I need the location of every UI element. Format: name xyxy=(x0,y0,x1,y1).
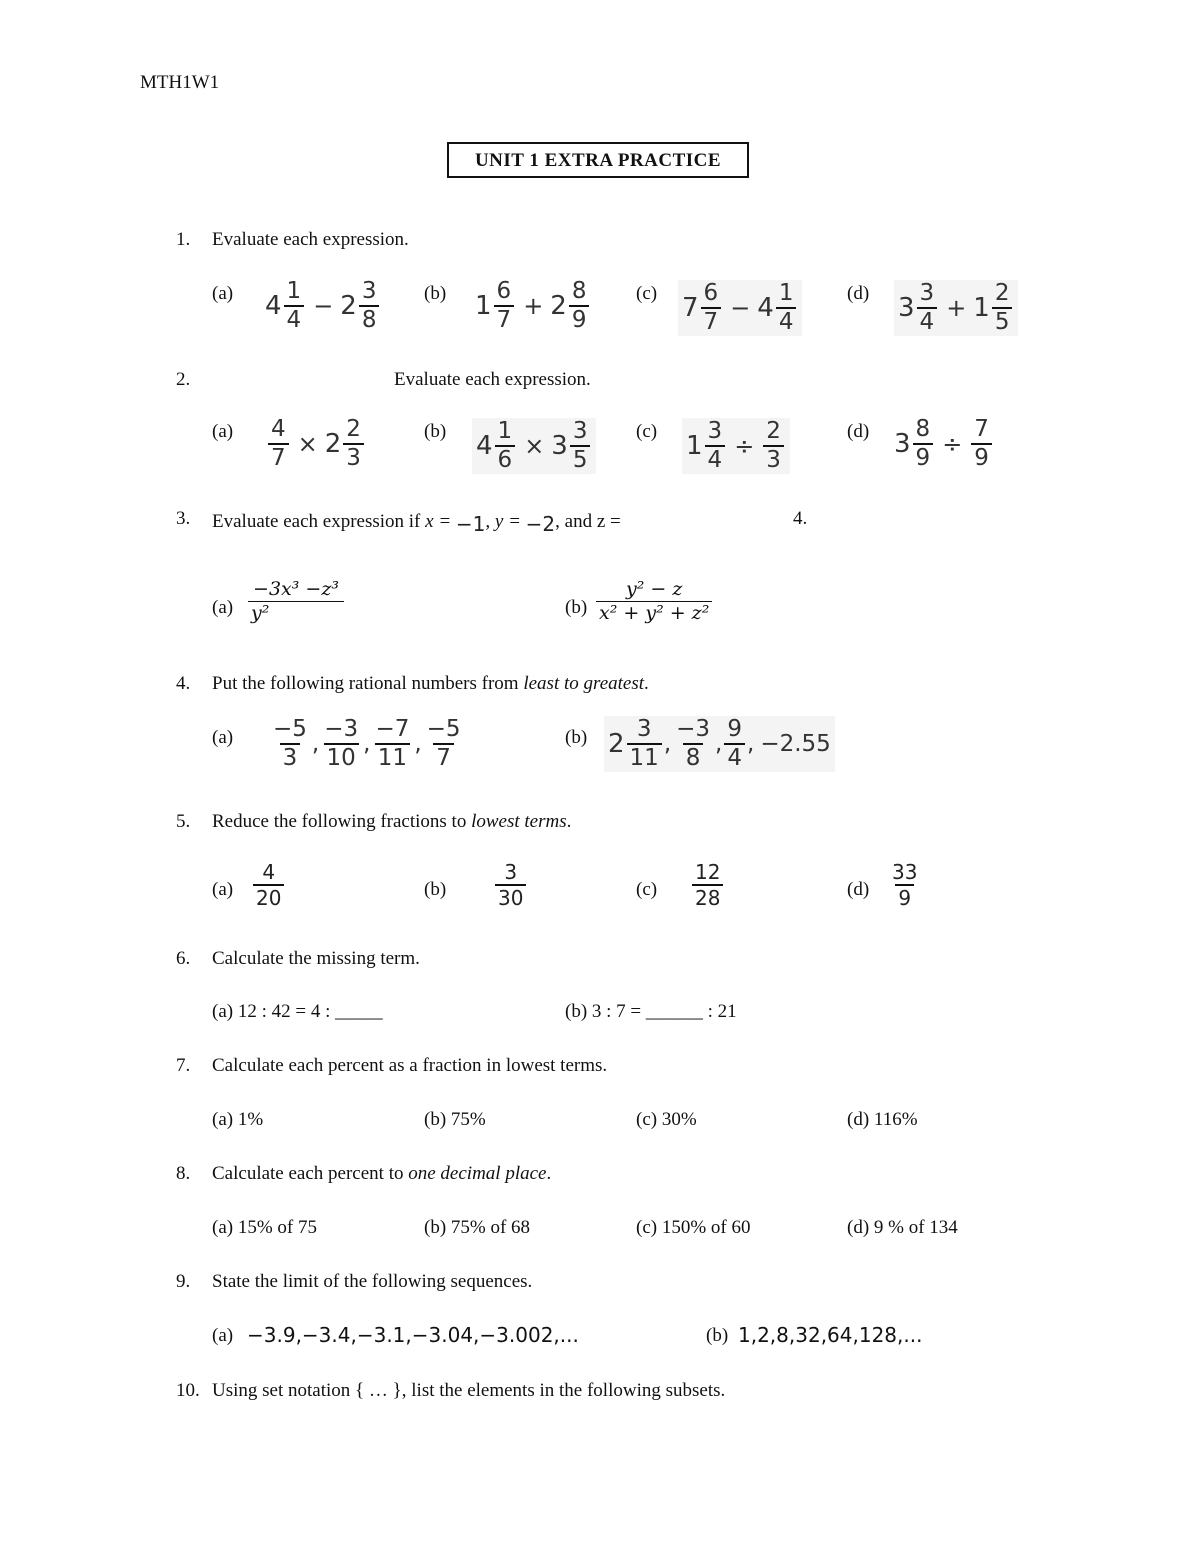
question-5-text: Reduce the following fractions to lowest terms. xyxy=(212,811,572,832)
question-10-number: 10. xyxy=(176,1380,200,1401)
q4-list-b: 2 $\frac{3}{11}$ , $\frac{-3}{8}$ , $\frac{9}{4}$ , −2.55 xyxy=(604,716,835,772)
q2-label-a: (a) xyxy=(212,421,234,442)
q6-part-b: (b) 3 : 7 = ______ : 21 xyxy=(565,1001,737,1022)
question-3-text: Evaluate each expression if x = −1, y = −2, and z = xyxy=(212,511,621,536)
q8-part-d: (d) 9 % of 134 xyxy=(847,1217,958,1238)
question-7-text: Calculate each percent as a fraction in lowest terms. xyxy=(212,1055,608,1076)
q1-label-b: (b) xyxy=(424,283,447,304)
q1-label-a: (a) xyxy=(212,283,234,304)
q5-fraction-b: $\frac{3}{30}$ xyxy=(493,862,528,908)
q5-label-d: (d) xyxy=(847,879,870,900)
q8-part-a: (a) 15% of 75 xyxy=(212,1217,317,1238)
q2-label-b: (b) xyxy=(424,421,447,442)
question-1-text: Evaluate each expression. xyxy=(212,229,409,250)
q9-sequence-b: 1,2,8,32,64,128,... xyxy=(738,1323,923,1347)
question-9-text: State the limit of the following sequences. xyxy=(212,1271,533,1292)
question-3-number: 3. xyxy=(176,508,191,529)
q1-expression-c: 7 $\frac{6}{7}$ − 4 $\frac{1}{4}$ xyxy=(678,280,802,336)
question-7-number: 7. xyxy=(176,1055,191,1076)
q4-label-a: (a) xyxy=(212,727,234,748)
q7-part-d: (d) 116% xyxy=(847,1109,918,1130)
q1-label-c: (c) xyxy=(636,283,658,304)
q3-label-b: (b) xyxy=(565,597,588,618)
q2-expression-a: $\frac{4}{7}$ × 2 $\frac{2}{3}$ xyxy=(266,418,366,470)
q1-expression-d: 3 $\frac{3}{4}$ + 1 $\frac{2}{5}$ xyxy=(894,280,1018,336)
q9-sequence-a: −3.9,−3.4,−3.1,−3.04,−3.002,... xyxy=(247,1323,579,1347)
q3-expression-a: $\frac{\text{−3x³ −z³}}{\text{y²}}$ xyxy=(246,580,346,623)
q4-label-b: (b) xyxy=(565,727,588,748)
q6-part-a: (a) 12 : 42 = 4 : _____ xyxy=(212,1001,383,1022)
q7-part-b: (b) 75% xyxy=(424,1109,486,1130)
q3-label-a: (a) xyxy=(212,597,234,618)
page-title: UNIT 1 EXTRA PRACTICE xyxy=(447,142,749,178)
q5-fraction-d: $\frac{33}{9}$ xyxy=(892,860,918,910)
question-9-number: 9. xyxy=(176,1271,191,1292)
q2-expression-c: 1 $\frac{3}{4}$ ÷ $\frac{2}{3}$ xyxy=(682,418,790,474)
question-4-text: Put the following rational numbers from least to greatest. xyxy=(212,673,649,694)
question-8-text: Calculate each percent to one decimal place. xyxy=(212,1163,552,1184)
q8-part-b: (b) 75% of 68 xyxy=(424,1217,531,1238)
question-8-number: 8. xyxy=(176,1163,191,1184)
q5-label-c: (c) xyxy=(636,879,658,900)
question-4-number: 4. xyxy=(176,673,191,694)
question-1-number: 1. xyxy=(176,229,191,250)
q2-expression-b: 4 $\frac{1}{6}$ × 3 $\frac{3}{5}$ xyxy=(472,418,596,474)
q5-fraction-c: $\frac{12}{28}$ xyxy=(690,862,725,908)
q7-part-c: (c) 30% xyxy=(636,1109,697,1130)
q5-label-a: (a) xyxy=(212,879,234,900)
q1-expression-b: 1 $\frac{6}{7}$ + 2 $\frac{8}{9}$ xyxy=(475,280,591,332)
question-5-number: 5. xyxy=(176,811,191,832)
q1-expression-a: 4 $\frac{1}{4}$ − 2 $\frac{3}{8}$ xyxy=(265,280,381,332)
q7-part-a: (a) 1% xyxy=(212,1109,264,1130)
question-6-text: Calculate the missing term. xyxy=(212,948,420,969)
question-2-number: 2. xyxy=(176,369,191,390)
course-code: MTH1W1 xyxy=(140,72,220,93)
q4-list-a: $\frac{-5}{3}$ , $\frac{-3}{10}$ , $\frac{-7}{11}$ , $\frac{-5}{7}$ xyxy=(273,716,461,771)
q5-label-b: (b) xyxy=(424,879,447,900)
q3-expression-b: $\frac{\text{y² − z}}{\text{x² + y² + z²}}$ xyxy=(594,580,714,623)
question-6-number: 6. xyxy=(176,948,191,969)
q5-fraction-a: $\frac{4}{20}$ xyxy=(251,862,286,908)
q8-part-c: (c) 150% of 60 xyxy=(636,1217,751,1238)
q2-label-d: (d) xyxy=(847,421,870,442)
q2-label-c: (c) xyxy=(636,421,658,442)
question-10-text: Using set notation { … }, list the elements in the following subsets. xyxy=(212,1380,726,1401)
question-3-z-value: 4. xyxy=(793,508,808,529)
q9-label-b: (b) xyxy=(706,1325,729,1346)
q2-expression-d: 3 $\frac{8}{9}$ ÷ $\frac{7}{9}$ xyxy=(894,418,994,470)
question-2-text: Evaluate each expression. xyxy=(394,369,591,390)
q1-label-d: (d) xyxy=(847,283,870,304)
q9-label-a: (a) xyxy=(212,1325,234,1346)
